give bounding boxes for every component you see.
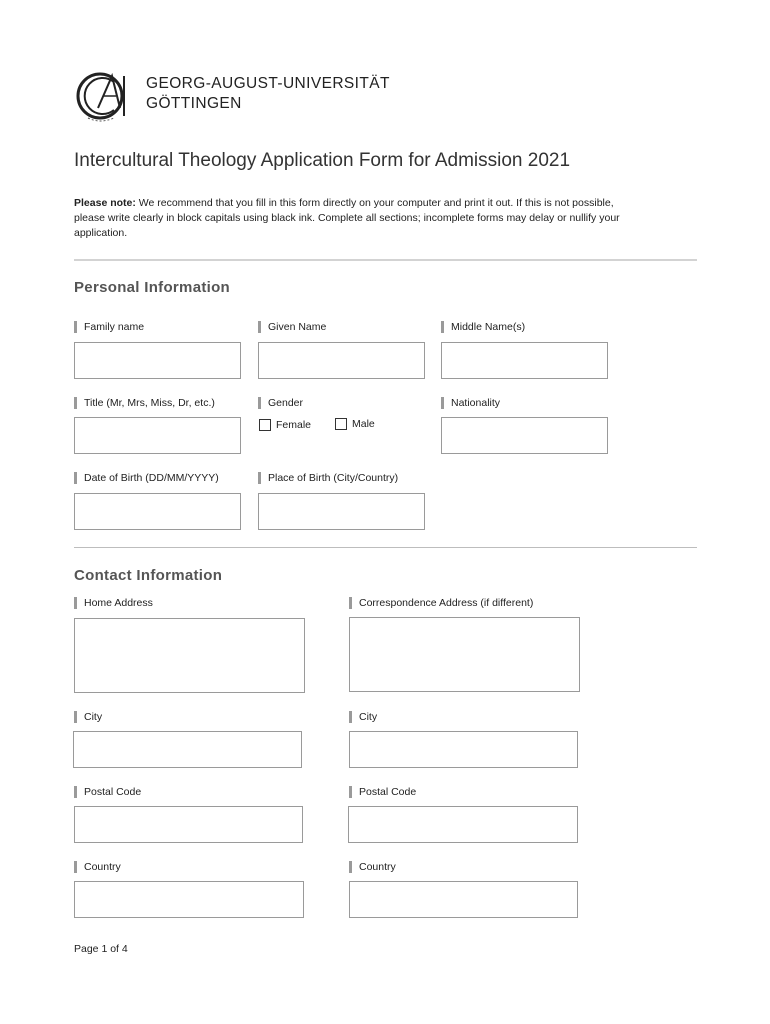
label-corr-address: Correspondence Address (if different) [349,597,533,609]
middle-names-field[interactable] [441,342,608,379]
pob-field[interactable] [258,493,425,530]
male-checkbox[interactable] [335,418,347,430]
corr-country-field[interactable] [349,881,578,918]
dob-field[interactable] [74,493,241,530]
label-dob: Date of Birth (DD/MM/YYYY) [74,472,219,484]
home-address-field[interactable] [74,618,305,693]
label-pob: Place of Birth (City/Country) [258,472,398,484]
form-title: Intercultural Theology Application Form for Admission 2021 [74,150,571,171]
label-middle-names: Middle Name(s) [441,321,525,333]
home-city-field[interactable] [73,731,302,768]
university-seal-icon [74,68,138,128]
page-number: Page 1 of 4 [74,943,128,955]
gender-female-option[interactable] [259,419,311,431]
title-field[interactable] [74,417,241,454]
label-gender: Gender [258,397,303,409]
label-corr-country: Country [349,861,396,873]
section-heading-personal: Personal Information [74,279,231,296]
label-family-name: Family name [74,321,144,333]
label-corr-city: City [349,711,377,723]
given-name-field[interactable] [258,342,425,379]
section-heading-contact: Contact Information [74,567,223,584]
family-name-field[interactable] [74,342,241,379]
university-name-line1: GEORG-AUGUST-UNIVERSITÄT [146,75,390,92]
label-home-country: Country [74,861,121,873]
note-text: We recommend that you fill in this form directly on your computer and print it out. If this is not possible, please write clearly in block capitals using black ink. Complete all sections; incomplete forms may delay or nullify your application. [74,197,620,239]
label-nationality: Nationality [441,397,500,409]
instructions-note [74,196,634,241]
label-home-address: Home Address [74,597,153,609]
corr-city-field[interactable] [349,731,578,768]
university-name [146,74,390,114]
corr-postal-field[interactable] [348,806,578,843]
female-checkbox[interactable] [259,419,271,431]
home-postal-field[interactable] [74,806,303,843]
university-name-line2: GÖTTINGEN [146,95,242,112]
label-corr-postal: Postal Code [349,786,416,798]
section-divider [74,547,697,548]
female-label: Female [276,419,312,431]
corr-address-field[interactable] [349,617,580,692]
nationality-field[interactable] [441,417,608,454]
male-label: Male [352,418,375,430]
label-home-city: City [74,711,102,723]
section-divider [74,259,697,261]
home-country-field[interactable] [74,881,304,918]
label-title: Title (Mr, Mrs, Miss, Dr, etc.) [74,397,215,409]
label-given-name: Given Name [258,321,326,333]
note-lead: Please note: [74,197,136,209]
label-home-postal: Postal Code [74,786,141,798]
gender-male-option[interactable] [335,418,375,430]
